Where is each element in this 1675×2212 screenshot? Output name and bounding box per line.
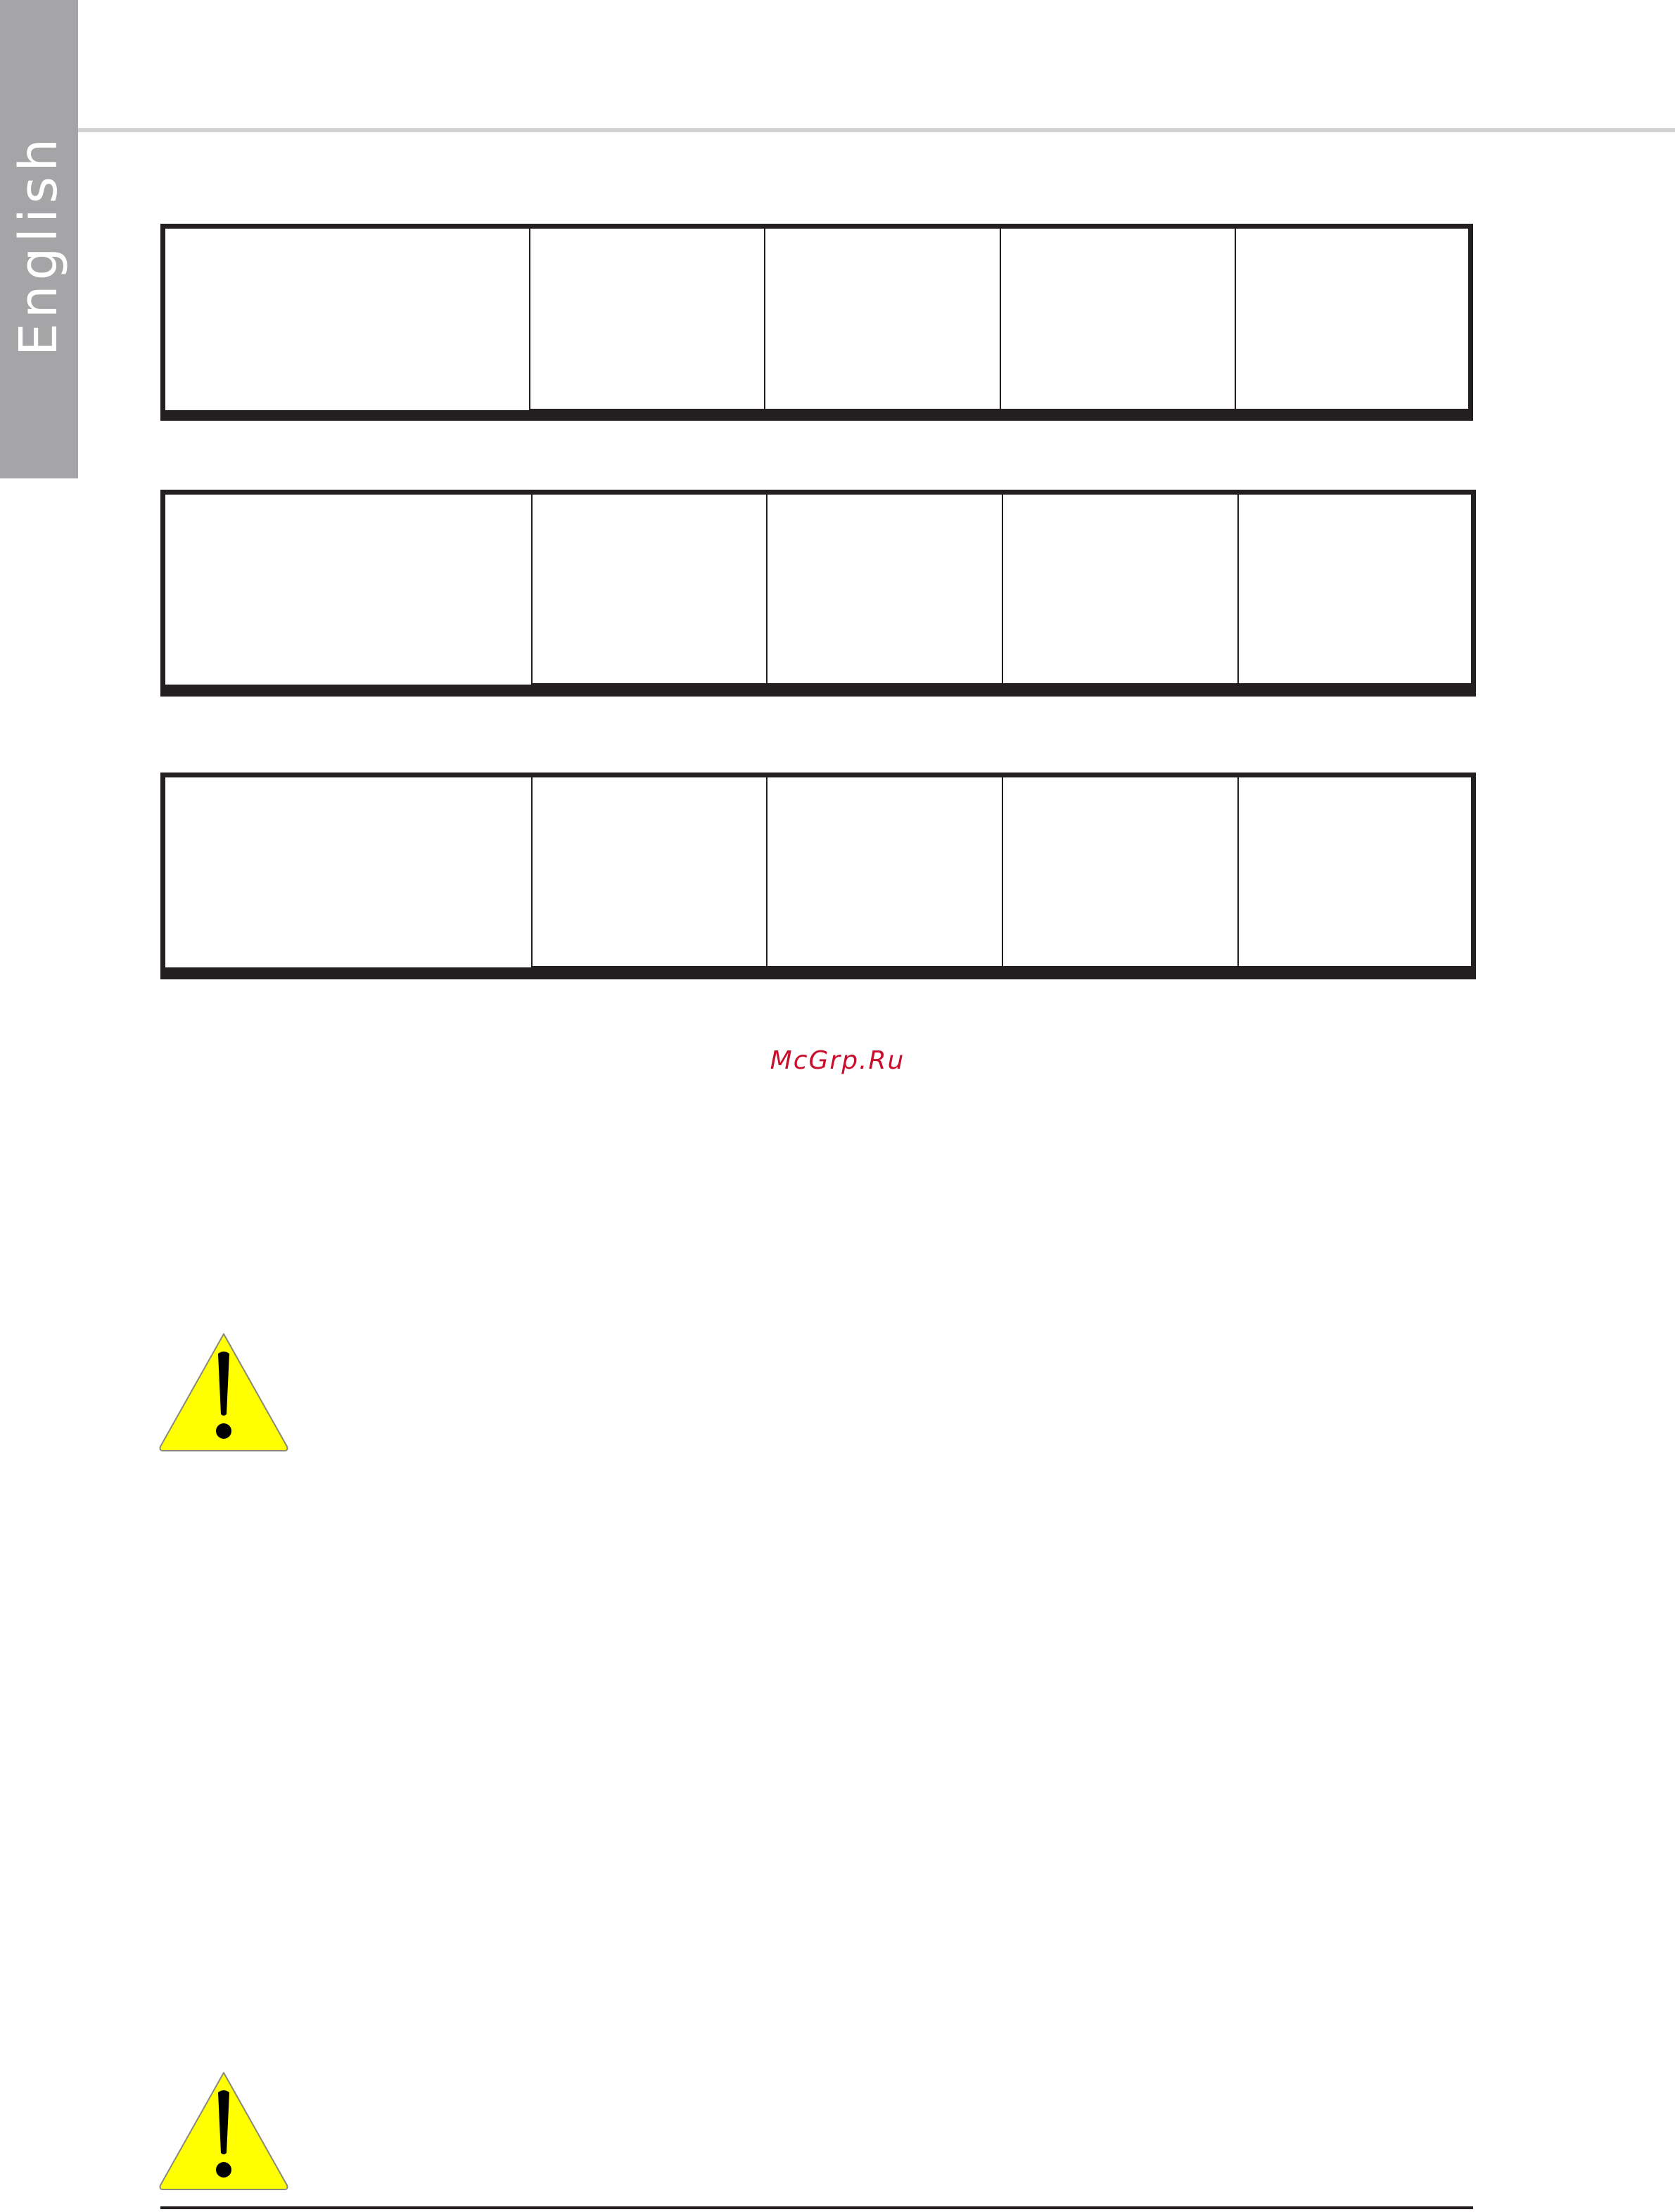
- warning-triangle-icon: [156, 1330, 291, 1454]
- table-cell: [649, 691, 767, 694]
- table-header-cell: [1002, 492, 1238, 685]
- table-cell: [1120, 974, 1237, 977]
- spec-table-1: [160, 224, 1473, 421]
- table-header-cell: [1000, 227, 1235, 410]
- table-cell: [414, 691, 531, 694]
- table-cell: [1356, 974, 1473, 977]
- table-cell: [530, 415, 647, 419]
- table-header-cell: [767, 492, 1002, 685]
- spec-table-2: [160, 490, 1476, 697]
- table-cell: [1238, 974, 1356, 977]
- table-row: [163, 775, 1474, 967]
- warning-triangle-icon: [156, 2068, 291, 2192]
- table-cell: [883, 415, 1000, 419]
- table-cell: [532, 691, 649, 694]
- table-cell: [885, 974, 1002, 977]
- table-cell: [1356, 691, 1473, 694]
- table-row: [163, 691, 1474, 694]
- table-header-cell: [1238, 492, 1474, 685]
- table-header-cell: [163, 227, 530, 412]
- table-row: [163, 227, 1471, 410]
- table-cell: [1118, 415, 1235, 419]
- table-cell: [1235, 415, 1353, 419]
- table-row: [163, 974, 1474, 977]
- table-cell: [767, 974, 884, 977]
- table-cell: [1002, 974, 1120, 977]
- footer-divider: [160, 2206, 1473, 2209]
- table-cell: [163, 415, 414, 419]
- table-header-cell: [1002, 775, 1238, 967]
- table-cell: [163, 974, 414, 977]
- language-tab-label: English: [8, 133, 69, 357]
- table-header-cell: [163, 492, 532, 686]
- table-header-cell: [1235, 227, 1470, 410]
- table-cell: [163, 691, 414, 694]
- table-header-cell: [1238, 775, 1474, 967]
- table-cell: [647, 415, 765, 419]
- table-cell: [1238, 691, 1356, 694]
- table-cell: [414, 415, 530, 419]
- table-cell: [1002, 691, 1120, 694]
- table-header-cell: [767, 775, 1002, 967]
- table-cell: [1120, 691, 1237, 694]
- table-row: [163, 492, 1474, 685]
- table-cell: [1000, 415, 1118, 419]
- language-tab: [0, 0, 78, 478]
- table-cell: [649, 974, 767, 977]
- table-header-cell: [532, 775, 768, 967]
- table-header-cell: [163, 775, 532, 969]
- table-cell: [1353, 415, 1470, 419]
- table-cell: [765, 415, 882, 419]
- watermark-text: McGrp.Ru: [770, 1046, 905, 1075]
- table-header-cell: [765, 227, 1000, 410]
- table-cell: [767, 691, 884, 694]
- header-divider: [78, 128, 1675, 132]
- table-cell: [532, 974, 649, 977]
- table-cell: [885, 691, 1002, 694]
- table-row: [163, 415, 1471, 419]
- table-cell: [414, 974, 531, 977]
- table-header-cell: [530, 227, 765, 410]
- spec-table-3: [160, 773, 1476, 979]
- table-header-cell: [532, 492, 768, 685]
